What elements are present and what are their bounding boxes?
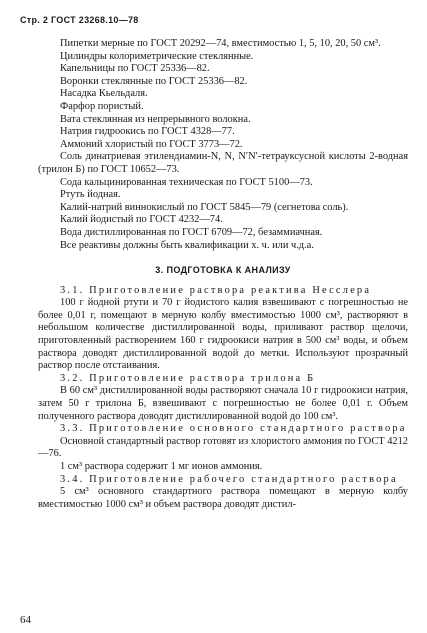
reagent-item: Все реактивы должны быть квалификации х. ч. или ч.д.а. [60,239,314,251]
reagent-item: Капельницы по ГОСТ 25336—82. [60,63,210,75]
reagent-item: Воронки стеклянные по ГОСТ 25336—82. [60,75,248,87]
reagent-item: Насадка Кьельдаля. [60,88,148,100]
reagent-item: Сода кальцинированная техническая по ГОСТ 5100—73. [60,176,313,188]
subsection-heading: 3.2. Приготовление раствора трилона Б [60,372,316,384]
reagent-item: Калий-натрий виннокислый по ГОСТ 5845—79 (сегнетова соль). [60,201,349,213]
subsection-heading: 3.4. Приготовление рабочего стандартного раствора [60,473,398,485]
reagent-item: Фарфор пористый. [60,100,144,112]
document-body [38,38,408,511]
section-title: 3. ПОДГОТОВКА К АНАЛИЗУ [155,265,291,276]
reagent-item: Натрия гидроокись по ГОСТ 4328—77. [60,126,235,138]
subsection-heading: 3.3. Приготовление основного стандартного раствора [60,423,407,435]
reagent-item: Вода дистиллированная по ГОСТ 6709—72, безаммиачная. [60,226,323,238]
page-header: Стр. 2 ГОСТ 23268.10—78 [20,15,139,25]
reagent-item: Соль динатриевая этилендиамин-N, N, N′N′-тетрауксусной кислоты 2-водная (трилон Б) по ГОСТ 10652—73. [38,151,408,175]
reagent-item: Аммоний хлористый по ГОСТ 3773—72. [60,138,243,150]
reagent-item: Ртуть йодная. [60,189,121,201]
paragraph: 100 г йодной ртути и 70 г йодистого калия взвешивают с погрешностью не более 0,01 г, помещают в мерную колбу вместимостью 1000 см³, растворяют в небольшом количестве дистиллированной воды, приливают раствор щелочи, приготовленный растворением 160 г гидроокиси натрия в 500 см³ воды, и объем раствора доводят дистиллированной водой до метки. Используют прозрачный раствор после отстаивания. [38,297,408,372]
paragraph: 5 см³ основного стандартного раствора помещают в мерную колбу вместимостью 1000 см³ и объем раствора доводят дистил- [38,486,408,510]
page-number: 64 [20,614,31,626]
reagent-item: Калий йодистый по ГОСТ 4232—74. [60,214,223,226]
paragraph: Основной стандартный раствор готовят из хлористого аммония по ГОСТ 4212—76. [38,435,408,460]
paragraph: 1 см³ раствора содержит 1 мг ионов аммония. [60,461,263,472]
reagent-item: Цилиндры колориметрические стеклянные. [60,50,254,62]
paragraph: В 60 см³ дистиллированной воды растворяют сначала 10 г гидроокиси натрия, затем 50 г трилона Б, взвешивают с погрешностью не более 0,01 г. Объем полученного раствора доводят дистиллированной водой до 100 см³. [38,385,408,422]
reagent-item: Пипетки мерные по ГОСТ 20292—74, вместимостью 1, 5, 10, 20, 50 см³. [60,38,381,49]
reagent-item: Вата стеклянная из непрерывного волокна. [60,113,251,125]
subsection-heading: 3.1. Приготовление раствора реактива Несслера [60,284,372,296]
